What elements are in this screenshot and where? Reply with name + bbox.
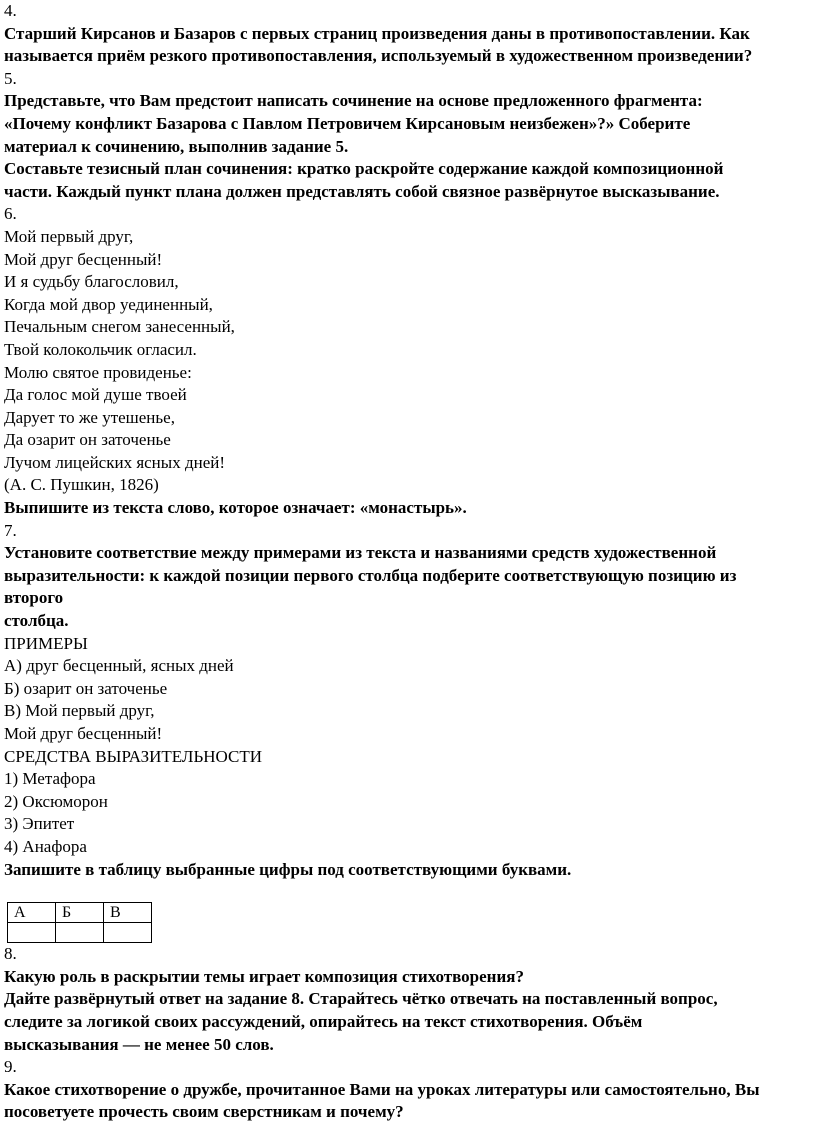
poem-line: Да озарит он заточенье	[4, 430, 171, 450]
answer-table-input-row	[8, 923, 152, 943]
question-8-text-line-1: Какую роль в раскрытии темы играет композиция стихотворения?	[4, 966, 524, 986]
question-8-text-line-3: следите за логикой своих рассуждений, опирайтесь на текст стихотворения. Объём	[4, 1011, 643, 1031]
example-item-continued: Мой друг бесценный!	[4, 724, 163, 743]
question-4-text-line-1: Старший Кирсанов и Базаров с первых страниц произведения даны в противопоставлении. Как	[4, 23, 750, 43]
question-7-number: 7.	[4, 520, 17, 540]
answer-table-header-row	[8, 903, 152, 923]
question-5-text-line-3: материал к сочинению, выполнив задание 5.	[4, 136, 349, 156]
poem	[4, 226, 812, 497]
example-item: А) друг бесценный, ясных дней	[4, 656, 234, 676]
means-item: 1) Метафора	[4, 769, 96, 789]
means-header: СРЕДСТВА ВЫРАЗИТЕЛЬНОСТИ	[4, 746, 262, 766]
poem-line: Мой друг бесценный!	[4, 249, 163, 269]
question-7-text-line-1: Установите соответствие между примерами из текста и названиями средств художественной	[4, 543, 717, 563]
means-item: 4) Анафора	[4, 836, 87, 856]
means-item: 3) Эпитет	[4, 814, 75, 834]
question-9-text-line-2: посоветуете прочесть своим сверстникам и почему?	[4, 1102, 404, 1122]
examples-header: ПРИМЕРЫ	[4, 633, 88, 653]
poem-line: Молю святое провиденье:	[4, 362, 192, 382]
question-5-text-line-1: Представьте, что Вам предстоит написать сочинение на основе предложенного фрагмента:	[4, 91, 703, 111]
poem-line: Лучом лицейских ясных дней!	[4, 452, 225, 472]
question-8-number: 8.	[4, 944, 17, 964]
poem-line: Мой первый друг,	[4, 226, 134, 246]
answer-cell-v[interactable]	[104, 923, 152, 943]
question-4-number: 4.	[4, 1, 17, 20]
question-5-text-line-5: части. Каждый пункт плана должен представлять собой связное развёрнутое высказывание.	[4, 181, 720, 201]
question-5-text-line-4: Составьте тезисный план сочинения: кратко раскройте содержание каждой композиционной	[4, 159, 724, 179]
question-5-text-line-2: «Почему конфликт Базарова с Павлом Петровичем Кирсановым неизбежен»?» Соберите	[4, 113, 691, 133]
answer-table-header-b: Б	[56, 903, 104, 923]
question-6-task: Выпишите из текста слово, которое означает: «монастырь».	[4, 498, 467, 518]
question-8-text-line-2: Дайте развёрнутый ответ на задание 8. Старайтесь чётко отвечать на поставленный вопрос,	[4, 989, 718, 1009]
answer-table-header-a: А	[8, 903, 56, 923]
poem-attribution: (А. С. Пушкин, 1826)	[4, 475, 159, 495]
answer-cell-b[interactable]	[56, 923, 104, 943]
poem-line: Твой колокольчик огласил.	[4, 339, 197, 359]
means-item: 2) Оксюморон	[4, 791, 108, 811]
question-5-number: 5.	[4, 68, 17, 88]
question-6-number: 6.	[4, 204, 17, 224]
answer-table	[7, 902, 152, 943]
question-8-text-line-4: высказывания — не менее 50 слов.	[4, 1034, 274, 1054]
example-item: В) Мой первый друг,	[4, 701, 155, 721]
poem-line: Когда мой двор уединенный,	[4, 294, 213, 314]
question-9-number: 9.	[4, 1057, 17, 1077]
question-7-instruction: Запишите в таблицу выбранные цифры под соответствующими буквами.	[4, 859, 572, 879]
answer-cell-a[interactable]	[8, 923, 56, 943]
example-item: Б) озарит он заточенье	[4, 678, 168, 698]
poem-line: Да голос мой душе твоей	[4, 385, 187, 405]
question-7-text-line-4: столбца.	[4, 611, 69, 631]
question-9-text-line-1: Какое стихотворение о дружбе, прочитанное Вами на уроках литературы или самостоятельно, Вы	[4, 1079, 760, 1099]
answer-table-header-v: В	[104, 903, 152, 923]
question-7-text-line-3: второго	[4, 588, 64, 608]
poem-line: Печальным снегом занесенный,	[4, 317, 235, 337]
question-7-text-line-2: выразительности: к каждой позиции первого столбца подберите соответствующую позицию из	[4, 565, 737, 585]
poem-line: И я судьбу благословил,	[4, 272, 179, 292]
poem-line: Дарует то же утешенье,	[4, 407, 175, 427]
question-4-text-line-2: называется приём резкого противопоставления, используемый в художественном произведении?	[4, 46, 753, 66]
